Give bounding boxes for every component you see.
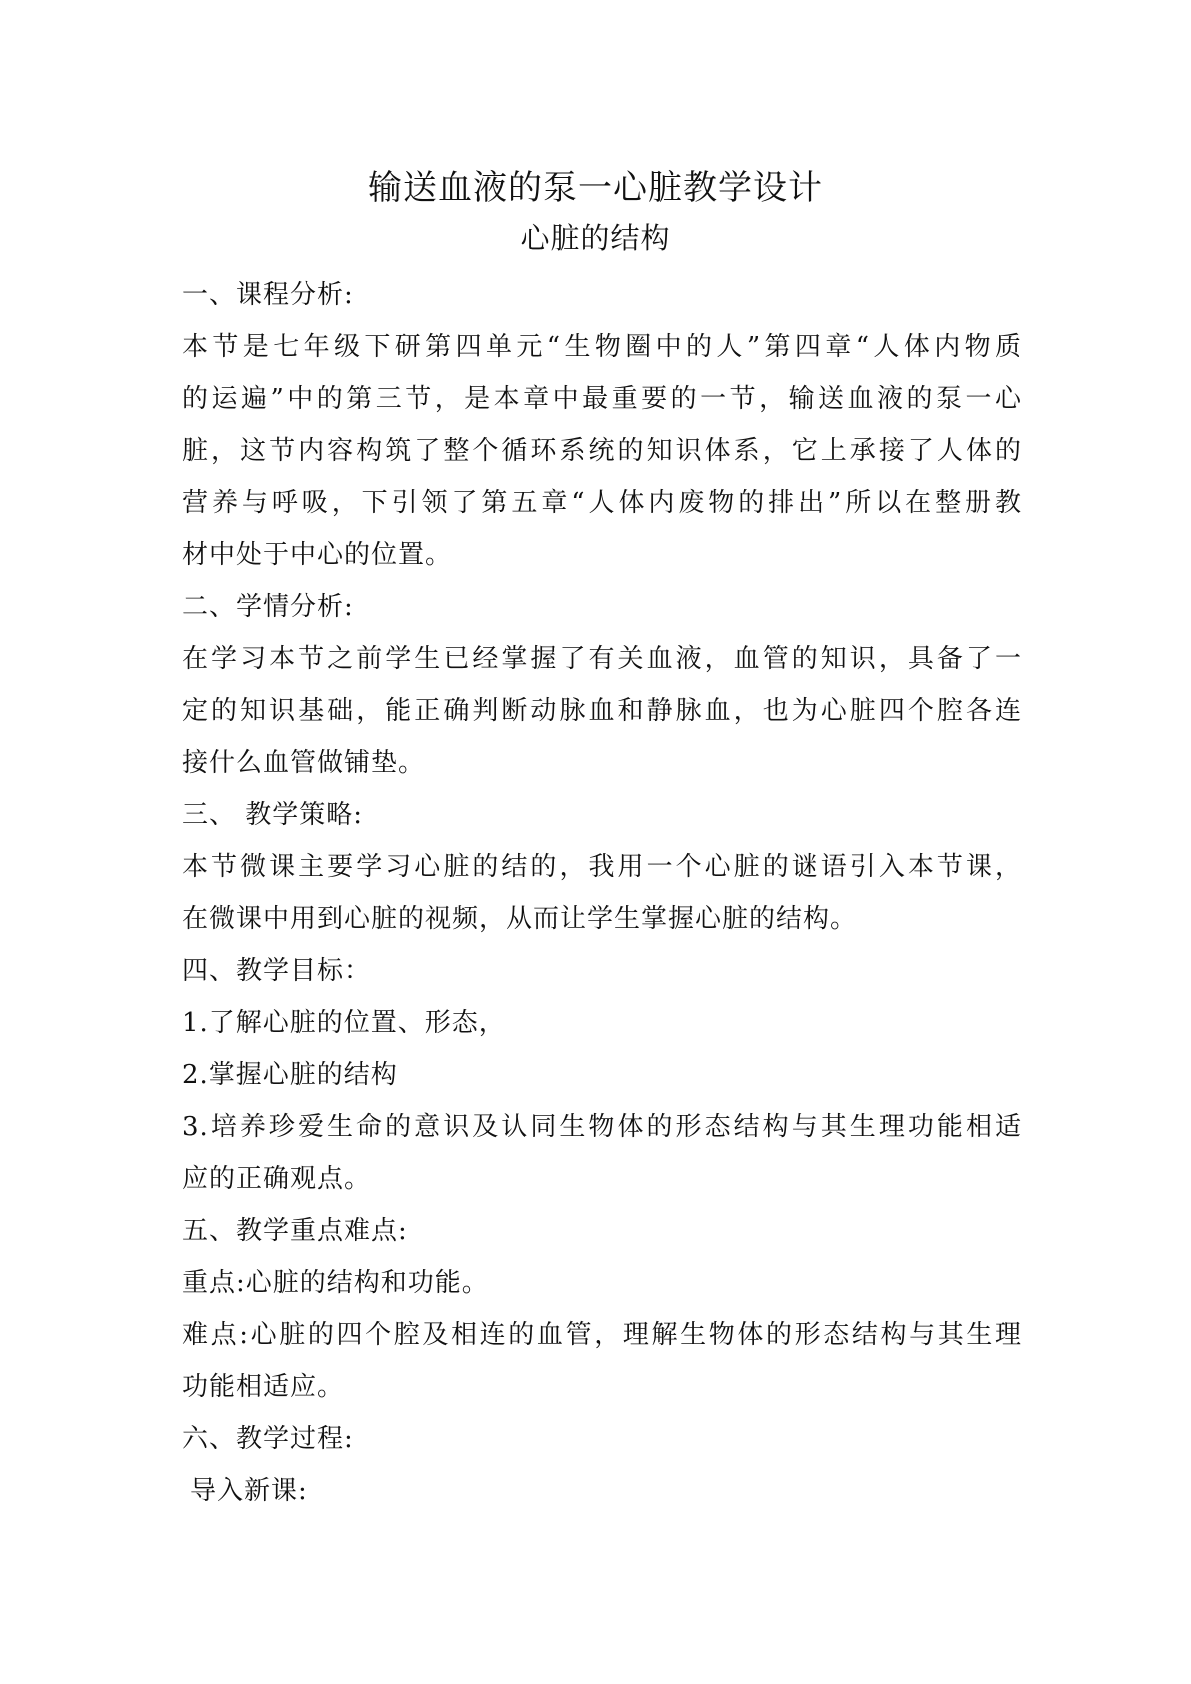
paragraph-line: 本节微课主要学习心脏的结的，我用一个心脏的谜语引入本节课， [182,852,1022,882]
document-subtitle: 心脏的结构 [520,221,671,255]
section-heading-course-analysis: 一、课程分析: [182,280,354,310]
section-heading-key-points: 五、教学重点难点: [182,1216,408,1246]
paragraph-line: 脏，这节内容构筑了整个循环系统的知识体系，它上承接了人体的 [182,436,1022,466]
paragraph-line: 本节是七年级下研第四单元“生物圈中的人”第四章“人体内物质 [182,332,1022,362]
list-item: 1.了解心脏的位置、形态， [182,1008,506,1038]
section-heading-teaching-process: 六、教学过程: [182,1424,354,1454]
paragraph-line: 定的知识基础，能正确判断动脉血和静脉血，也为心脏四个腔各连 [182,696,1022,726]
section-heading-teaching-goals: 四、教学目标： [182,956,372,986]
list-item: 3.培养珍爱生命的意识及认同生物体的形态结构与其生理功能相适 [182,1112,1022,1142]
paragraph-line: 应的正确观点。 [182,1164,372,1194]
section-heading-student-analysis: 二、学情分析: [182,592,354,622]
paragraph-line: 在学习本节之前学生已经掌握了有关血液，血管的知识，具备了一 [182,644,1022,674]
document-title: 输送血液的泵一心脏教学设计 [368,168,823,208]
paragraph-line: 的运遍”中的第三节，是本章中最重要的一节，输送血液的泵一心 [182,384,1022,414]
subheading-introduction: 导入新课: [190,1476,308,1506]
list-item: 2.掌握心脏的结构 [182,1060,398,1090]
paragraph-line: 在微课中用到心脏的视频，从而让学生掌握心脏的结构。 [182,904,858,934]
document-body [182,269,1022,1517]
paragraph-line: 营养与呼吸，下引领了第五章“人体内废物的排出”所以在整册教 [182,488,1022,518]
paragraph-line: 接什么血管做铺垫。 [182,748,426,778]
difficult-point-line: 难点:心脏的四个腔及相连的血管，理解生物体的形态结构与其生理 [182,1320,1022,1350]
section-heading-teaching-strategy: 三、 教学策略: [182,800,364,830]
paragraph-line: 功能相适应。 [182,1372,345,1402]
paragraph-line: 材中处于中心的位置。 [182,540,453,570]
key-point-line: 重点:心脏的结构和功能。 [182,1268,489,1298]
